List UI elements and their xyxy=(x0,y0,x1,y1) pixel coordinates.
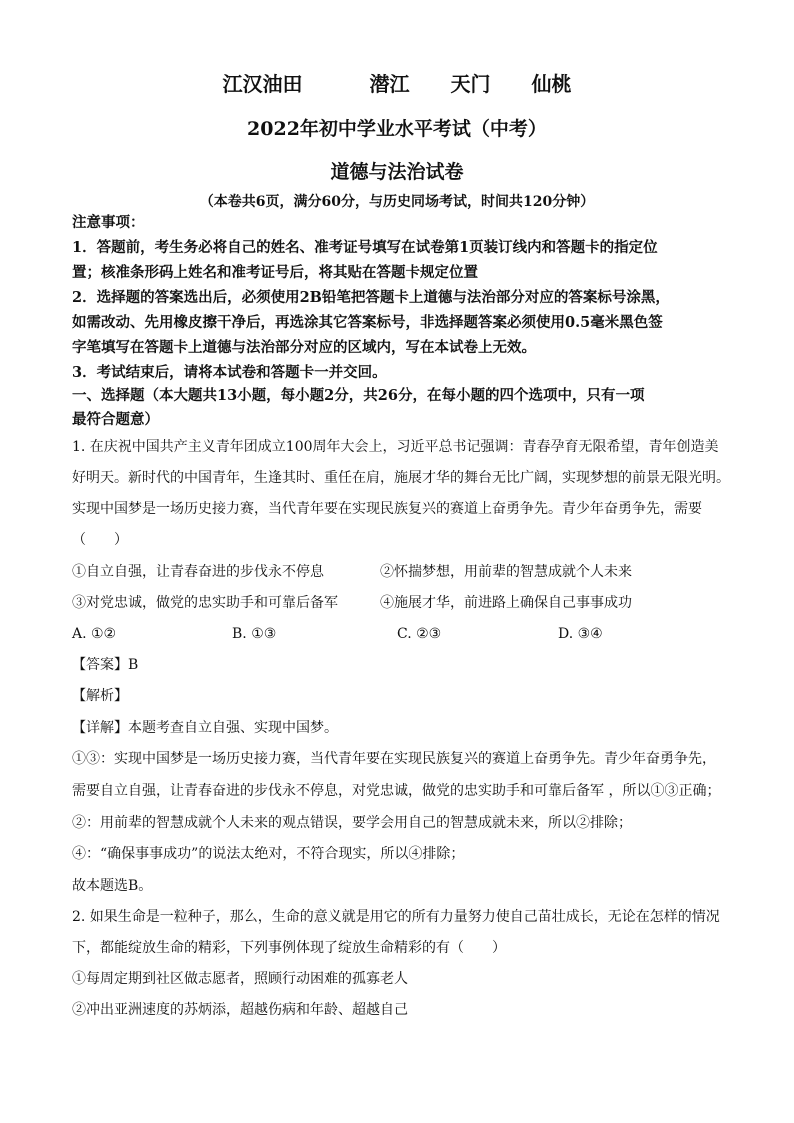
exam-title: 2022年初中学业水平考试（中考） xyxy=(247,118,547,140)
q1-stem: 好明天。新时代的中国青年，生逢其时、重任在肩，施展才华的舞台无比广阔，实现梦想的前景无限光明。 xyxy=(72,470,730,486)
q1-item-3: ③对党忠诚，做党的忠实助手和可靠后备军 xyxy=(72,595,338,611)
notice-line: 如需改动、先用橡皮擦干净后，再选涂其它答案标号，非选择题答案必须使用0.5毫米黑色签 xyxy=(72,314,663,331)
q2-stem: 下，都能绽放生命的精彩，下列事例体现了绽放生命精彩的有（ ） xyxy=(72,940,506,956)
q1-analysis-title: 【解析】 xyxy=(72,688,128,704)
q2-item-1: ①每周定期到社区做志愿者，照顾行动困难的孤寡老人 xyxy=(72,971,408,987)
section-heading: 一、选择题（本大题共13小题，每小题2分，共26分，在每小题的四个选项中，只有一项 xyxy=(72,387,645,404)
q1-choice-b: B. ①③ xyxy=(232,626,277,642)
q1-choice-a: A. ①② xyxy=(72,626,117,642)
q1-item-2: ②怀揣梦想，用前辈的智慧成就个人未来 xyxy=(380,564,632,580)
notice-line: 1．答题前，考生务必将自己的姓名、准考证号填写在试卷第1页装订线内和答题卡的指定位 xyxy=(72,239,658,256)
region-xiantao: 仙桃 xyxy=(531,72,572,96)
notice-line: 2．选择题的答案选出后，必须使用2B铅笔把答题卡上道德与法治部分对应的答案标号涂黑， xyxy=(72,289,670,306)
q1-answer: 【答案】B xyxy=(72,657,139,673)
q1-item-1: ①自立自强，让青春奋进的步伐永不停息 xyxy=(72,564,324,580)
q2-stem: 2. 如果生命是一粒种子，那么，生命的意义就是用它的所有力量努力使自己苗壮成长，无论在怎样的情况 xyxy=(72,909,720,925)
notice-line: 置；核准条形码上姓名和准考证号后，将其贴在答题卡规定位置 xyxy=(72,264,478,281)
notice-heading: 注意事项： xyxy=(72,214,145,231)
q1-stem: 1. 在庆祝中国共产主义青年团成立100周年大会上，习近平总书记强调：青春孕育无限希望，青年创造美 xyxy=(72,439,719,455)
notice-line: 字笔填写在答题卡上道德与法治部分对应的区域内，写在本试卷上无效。 xyxy=(72,339,536,356)
region-tianmen: 天门 xyxy=(450,72,491,96)
q1-choice-d: D. ③④ xyxy=(558,626,603,642)
notice-line: 3．考试结束后，请将本试卷和答题卡一并交回。 xyxy=(72,364,387,381)
q1-analysis-line: ①③：实现中国梦是一场历史接力赛，当代青年要在实现民族复兴的赛道上奋勇争先。青少年奋勇争先， xyxy=(72,751,716,767)
exam-note: （本卷共6页，满分60分，与历史同场考试，时间共120分钟） xyxy=(199,194,595,210)
q1-stem: （ ） xyxy=(72,532,128,548)
q2-item-2: ②冲出亚洲速度的苏炳添，超越伤病和年龄、超越自己 xyxy=(72,1002,408,1018)
q1-analysis-line: 故本题选B。 xyxy=(72,878,153,894)
section-heading: 最符合题意） xyxy=(72,411,159,428)
q1-choice-c: C. ②③ xyxy=(397,626,442,642)
region-list xyxy=(0,68,794,97)
region-jianghan: 江汉油田 xyxy=(222,72,303,96)
q1-analysis-line: ④：“确保事事成功”的说法太绝对，不符合现实，所以④排除； xyxy=(72,846,465,862)
q1-analysis-line: ②：用前辈的智慧成就个人未来的观点错误，要学会用自己的智慧成就未来，所以②排除； xyxy=(72,815,632,831)
q1-item-4: ④施展才华，前进路上确保自己事事成功 xyxy=(380,595,632,611)
q1-analysis-line: 需要自立自强，让青春奋进的步伐永不停息，对党忠诚，做党的忠实助手和可靠后备军 ，所以①③正确； xyxy=(72,783,721,799)
exam-subject: 道德与法治试卷 xyxy=(330,161,464,183)
q1-analysis-line: 【详解】本题考查自立自强、实现中国梦。 xyxy=(72,720,338,736)
q1-stem: 实现中国梦是一场历史接力赛，当代青年要在实现民族复兴的赛道上奋勇争先。青少年奋勇争先，需要 xyxy=(72,501,702,517)
region-qianjiang: 潜江 xyxy=(369,72,410,96)
